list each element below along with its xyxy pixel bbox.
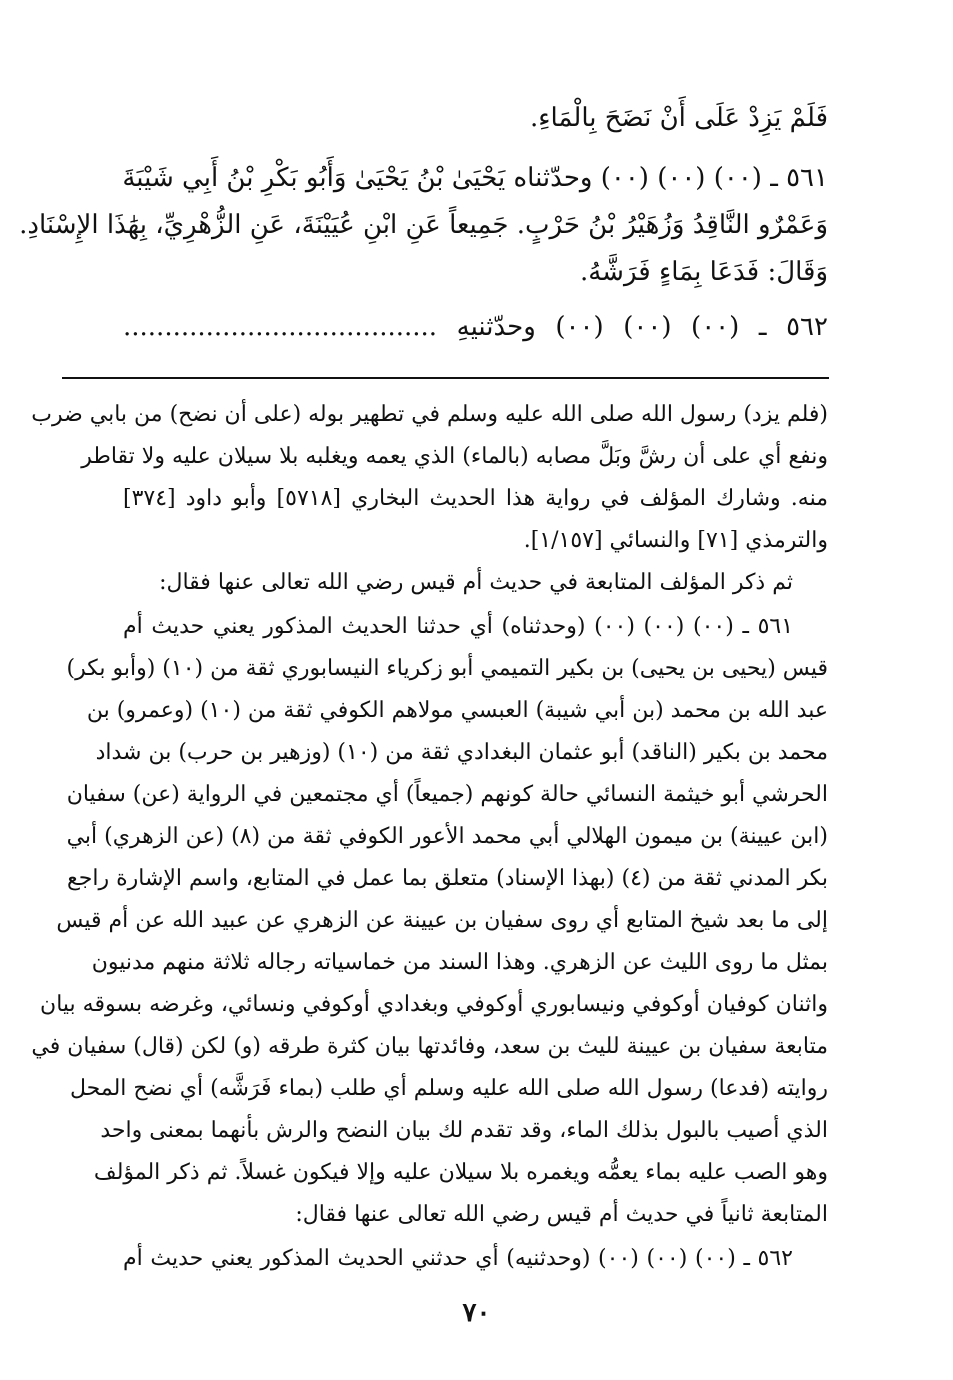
hadith-line: وَقَالَ: فَدَعَا بِمَاءٍ فَرَشَّهُ. <box>579 257 828 287</box>
commentary-line: إلى ما بعد شيخ المتابع أي روى سفيان بن عيينة عن الزهري عن عبيد الله عن أم قيس <box>56 908 828 933</box>
hadith-line: وَعَمْرٌو النَّاقِدُ وَزُهَيْرُ بْنُ حَرْبٍ. جَمِيعاً عَنِ ابْنِ عُيَيْنَةَ، عَنِ الزُّهْرِيِّ، بِهَٰذَا الإِسْنَادِ. <box>19 210 828 240</box>
hadith-line: ٥٦٢ ـ (٠٠) (٠٠) (٠٠) وحدّثنيهِ ...................................... <box>123 312 828 342</box>
commentary-line: عبد الله بن محمد (بن أبي شيبة) العبسي مولاهم الكوفي ثقة من (١٠) (وعمرو) بن <box>86 698 828 723</box>
commentary-line: قيس (يحيى بن يحيى) بن بكير التميمي أبو زكرياء النيسابوري ثقة من (١٠) (وأبو بكر) <box>66 656 828 681</box>
commentary-line: منه. وشارك المؤلف في رواية هذا الحديث البخاري [٥٧١٨] وأبو داود [٣٧٤] <box>123 486 828 511</box>
commentary-line: (فلم يزد) رسول الله صلى الله عليه وسلم في تطهير بوله (على أن نضح) من بابي ضرب <box>31 402 828 427</box>
commentary-line: روايته (فدعا) رسول الله صلى الله عليه وسلم أي طلب (بماء فَرَشَّه) أي نضح المحل <box>69 1076 828 1101</box>
commentary-line: ٥٦١ ـ (٠٠) (٠٠) (٠٠) (وحدثناه) أي حدثنا الحديث المذكور يعني حديث أم <box>123 614 794 639</box>
commentary-line: ثم ذكر المؤلف المتابعة في حديث أم قيس رضي الله تعالى عنها فقال: <box>159 570 793 595</box>
hadith-line: فَلَمْ يَزِدْ عَلَى أَنْ نَضَحَ بِالْمَاءِ. <box>529 103 828 133</box>
page-number: ٧٠ <box>462 1298 491 1328</box>
hadith-line: ٥٦١ ـ (٠٠) (٠٠) (٠٠) وحدّثناه يَحْيَىٰ بْنُ يَحْيَىٰ وَأَبُو بَكْرِ بْنُ أَبِي شَيْبَةَ <box>122 163 828 193</box>
commentary-line: والترمذي [٧١] والنسائي [١/١٥٧]. <box>523 528 828 553</box>
commentary-line: الحرشي أبو خيثمة النسائي حالة كونهم (جميعاً) أي مجتمعين في الرواية (عن) سفيان <box>66 782 828 807</box>
commentary-line: الذي أصيب بالبول بذلك الماء، وقد تقدم لك بيان النضح والرش بأنهما بمعنى واحد <box>100 1118 828 1143</box>
section-divider <box>62 377 829 379</box>
commentary-line: (ابن عيينة) بن ميمون الهلالي أبي محمد الأعور الكوفي ثقة من (٨) (عن الزهري) أبي <box>66 824 828 849</box>
commentary-line: بمثل ما روى الليث عن الزهري. وهذا السند من خماسياته رجاله ثلاثة منهم مدنيون <box>91 950 828 975</box>
commentary-line: واثنان كوفيان أوكوفي ونيسابوري أوكوفي وبغدادي أوكوفي ونسائي، وغرضه بسوقه بيان <box>40 992 828 1017</box>
commentary-line: محمد بن بكير (الناقد) أبو عثمان البغدادي ثقة من (١٠) (وزهير بن حرب) بن شداد <box>95 740 828 765</box>
commentary-line: المتابعة ثانياً في حديث أم قيس رضي الله تعالى عنها فقال: <box>295 1202 828 1227</box>
commentary-line: بكر المدني ثقة من (٤) (بهذا الإسناد) متعلق بما عمل في المتابع، واسم الإشارة راجع <box>67 866 828 891</box>
commentary-line: وهو الصب عليه بماء يعمُّه ويغمره بلا سيلان عليه وإلا فيكون غسلاً. ثم ذكر المؤلف <box>93 1160 828 1185</box>
commentary-line: متابعة سفيان بن عيينة لليث بن سعد، وفائدتها بيان كثرة طرقه (و) لكن (قال) سفيان في <box>31 1034 828 1059</box>
commentary-line: ونفع أي على أن رشَّ وبَلَّ مصابه (بالماء) الذي يعمه ويغلبه بلا سيلان عليه ولا تقاطر <box>81 444 828 469</box>
commentary-line: ٥٦٢ ـ (٠٠) (٠٠) (٠٠) (وحدثنيه) أي حدثني الحديث المذكور يعني حديث أم <box>123 1246 793 1271</box>
